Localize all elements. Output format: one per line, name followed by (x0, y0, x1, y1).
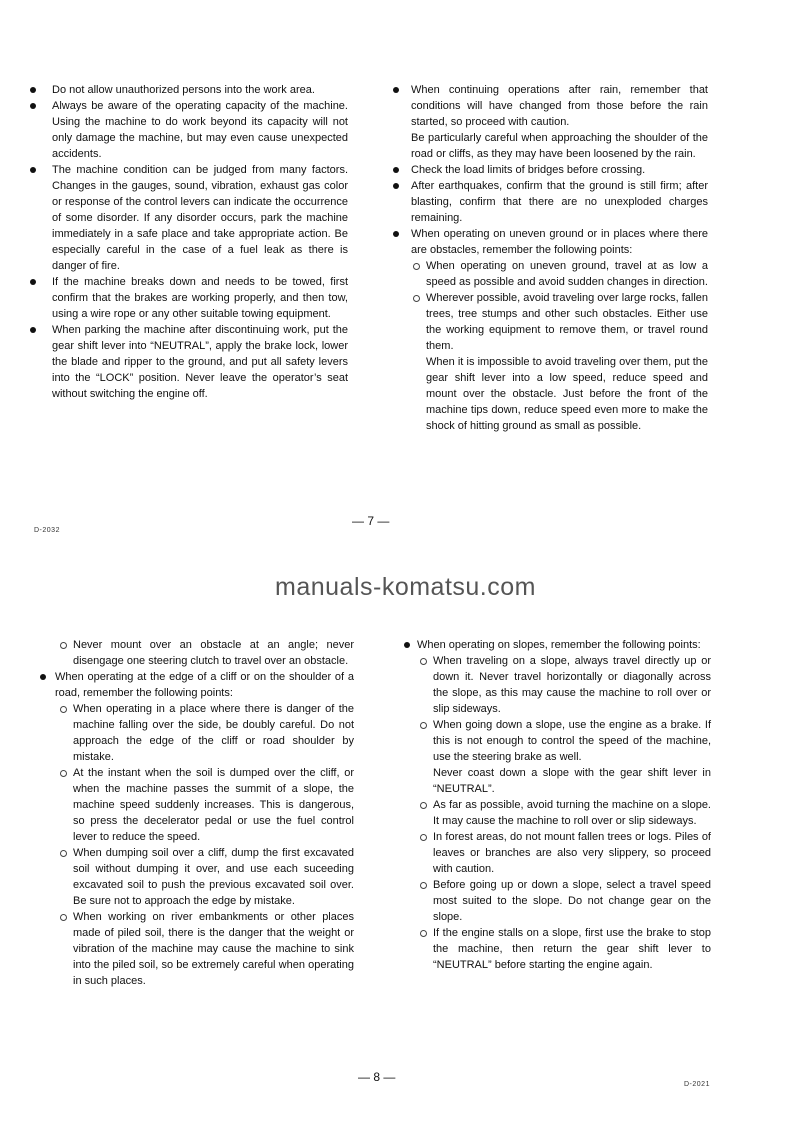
circle-bullet-icon (420, 877, 434, 894)
paragraph: Never coast down a slope with the gear shift lever in “NEUTRAL”. (433, 767, 711, 795)
list-item (393, 82, 708, 130)
item-text: When traveling on a slope, always travel directly up or down it. Never travel horizontally or diagonally across the slope, as this may cause the machine to roll over or slip sideways. (433, 655, 711, 715)
circle-bullet-icon (420, 717, 434, 734)
item-text: In forest areas, do not mount fallen trees or logs. Piles of leaves or branches are also very slippery, so proceed with caution. (433, 831, 711, 875)
page-code: D-2021 (684, 1081, 710, 1088)
list-item (30, 322, 348, 402)
circle-bullet-icon (420, 653, 434, 670)
bullet-icon (30, 162, 44, 178)
item-text: As far as possible, avoid turning the machine on a slope. It may cause the machine to roll over or slip sideways. (433, 799, 711, 827)
bullet-icon (40, 669, 54, 685)
circle-bullet-icon (60, 845, 74, 862)
page8-left-column (40, 637, 354, 989)
list-item (393, 162, 708, 178)
sub-item (404, 797, 711, 829)
circle-bullet-icon (60, 637, 74, 654)
sub-item (40, 765, 354, 845)
bullet-icon (393, 178, 407, 194)
item-text: When operating in a place where there is danger of the machine falling over the side, be doubly careful. Do not approach the edge of the cliff or road shoulder by mistake. (73, 703, 354, 763)
item-text: When operating on uneven ground or in places where there are obstacles, remember the following points: (411, 228, 708, 256)
bullet-icon (393, 82, 407, 98)
list-item (30, 162, 348, 274)
item-text: Always be aware of the operating capacity of the machine. Using the machine to do work beyond its capacity will not only damage the machine, but may even cause unexpected accidents. (52, 100, 348, 160)
sub-item (393, 258, 708, 290)
circle-bullet-icon (60, 701, 74, 718)
item-text: Check the load limits of bridges before crossing. (411, 164, 646, 176)
list-item (30, 274, 348, 322)
sub-item (404, 653, 711, 717)
list-item (30, 98, 348, 162)
page-number: — 7 — (352, 514, 390, 528)
paragraph: Be particularly careful when approaching the shoulder of the road or cliffs, as they may have been loosened by the rain. (411, 132, 708, 160)
circle-bullet-icon (413, 290, 427, 307)
list-item (404, 637, 711, 653)
bullet-icon (30, 98, 44, 114)
item-text: When parking the machine after discontinuing work, put the gear shift lever into “NEUTRAL”, apply the brake lock, lower the blade and ripper to the ground, and put all safety levers into the “LOCK” position. Never leave the operator’s seat without switching the engine off. (52, 324, 348, 400)
list-item (30, 82, 348, 98)
paragraph: When it is impossible to avoid traveling over them, put the gear shift lever into a low speed, reduce speed and mount over the obstacle. Just before the front of the machine tips down, reduce speed even more to make the shock of hitting ground as small as possible. (426, 356, 708, 432)
item-text: When operating on slopes, remember the following points: (417, 639, 701, 651)
item-text: After earthquakes, confirm that the ground is still firm; after blasting, confirm that there are no unexploded charges remaining. (411, 180, 708, 224)
page7-left-column (30, 82, 348, 402)
circle-bullet-icon (420, 829, 434, 846)
page-number: — 8 — (358, 1070, 396, 1084)
sub-item (404, 925, 711, 973)
list-item (40, 669, 354, 701)
sub-item (40, 701, 354, 765)
circle-bullet-icon (413, 258, 427, 275)
sub-item (404, 877, 711, 925)
item-text: When going down a slope, use the engine as a brake. If this is not enough to control the speed of the machine, use the steering brake as well. (433, 719, 711, 763)
bullet-icon (30, 82, 44, 98)
item-text: When operating on uneven ground, travel at as low a speed as possible and avoid sudden changes in direction. (426, 260, 708, 288)
circle-bullet-icon (420, 797, 434, 814)
circle-bullet-icon (420, 925, 434, 942)
item-text: If the engine stalls on a slope, first use the brake to stop the machine, then return the gear shift lever to “NEUTRAL” before starting the engine again. (433, 927, 711, 971)
item-text: The machine condition can be judged from many factors. Changes in the gauges, sound, vibration, exhaust gas color or response of the control levers can indicate the occurrence of some disorder. If any disorder occurs, park the machine immediately in a safe place and take appropriate action. Be especially careful in the case of a fuel leak as there is danger of fire. (52, 164, 348, 272)
bullet-icon (404, 637, 418, 653)
list-item (393, 226, 708, 258)
sub-item (404, 717, 711, 765)
bullet-icon (30, 274, 44, 290)
item-text: Never mount over an obstacle at an angle; never disengage one steering clutch to travel over an obstacle. (73, 639, 354, 667)
bullet-icon (393, 226, 407, 242)
list-item (393, 178, 708, 226)
sub-item (393, 290, 708, 354)
item-text: Wherever possible, avoid traveling over large rocks, fallen trees, tree stumps and other such obstacles. Either use the working equipment to remove them, or travel round them. (426, 292, 708, 352)
page-code: D-2032 (34, 527, 60, 534)
item-text: When continuing operations after rain, remember that conditions will have changed from those before the rain started, so proceed with caution. (411, 84, 708, 128)
item-text: Before going up or down a slope, select a travel speed most suited to the slope. Do not change gear on the slope. (433, 879, 711, 923)
item-text: When dumping soil over a cliff, dump the first excavated soil without dumping it over, and use each suceeding excavated soil to push the previous excavated soil over. Be sure not to approach the edge by mistake. (73, 847, 354, 907)
item-text: When operating at the edge of a cliff or on the shoulder of a road, remember the following points: (55, 671, 354, 699)
bullet-icon (393, 162, 407, 178)
watermark: manuals-komatsu.com (275, 573, 536, 601)
sub-item (40, 845, 354, 909)
sub-item (404, 829, 711, 877)
item-text: At the instant when the soil is dumped over the cliff, or when the machine passes the summit of a slope, the machine speed suddenly increases. This is dangerous, so press the decelerator pedal or use the fuel control lever to reduce the speed. (73, 767, 354, 843)
page7-right-column (393, 82, 708, 434)
item-text: If the machine breaks down and needs to be towed, first confirm that the brakes are working properly, and then tow, using a wire rope or any other suitable towing equipment. (52, 276, 348, 320)
circle-bullet-icon (60, 909, 74, 926)
item-text: Do not allow unauthorized persons into the work area. (52, 84, 315, 96)
item-text: When working on river embankments or other places made of piled soil, there is the danger that the weight or vibration of the machine may cause the machine to sink into the piled soil, so be extremely careful when operating in such places. (73, 911, 354, 987)
sub-item (40, 909, 354, 989)
bullet-icon (30, 322, 44, 338)
circle-bullet-icon (60, 765, 74, 782)
page8-right-column (404, 637, 711, 973)
sub-item (40, 637, 354, 669)
